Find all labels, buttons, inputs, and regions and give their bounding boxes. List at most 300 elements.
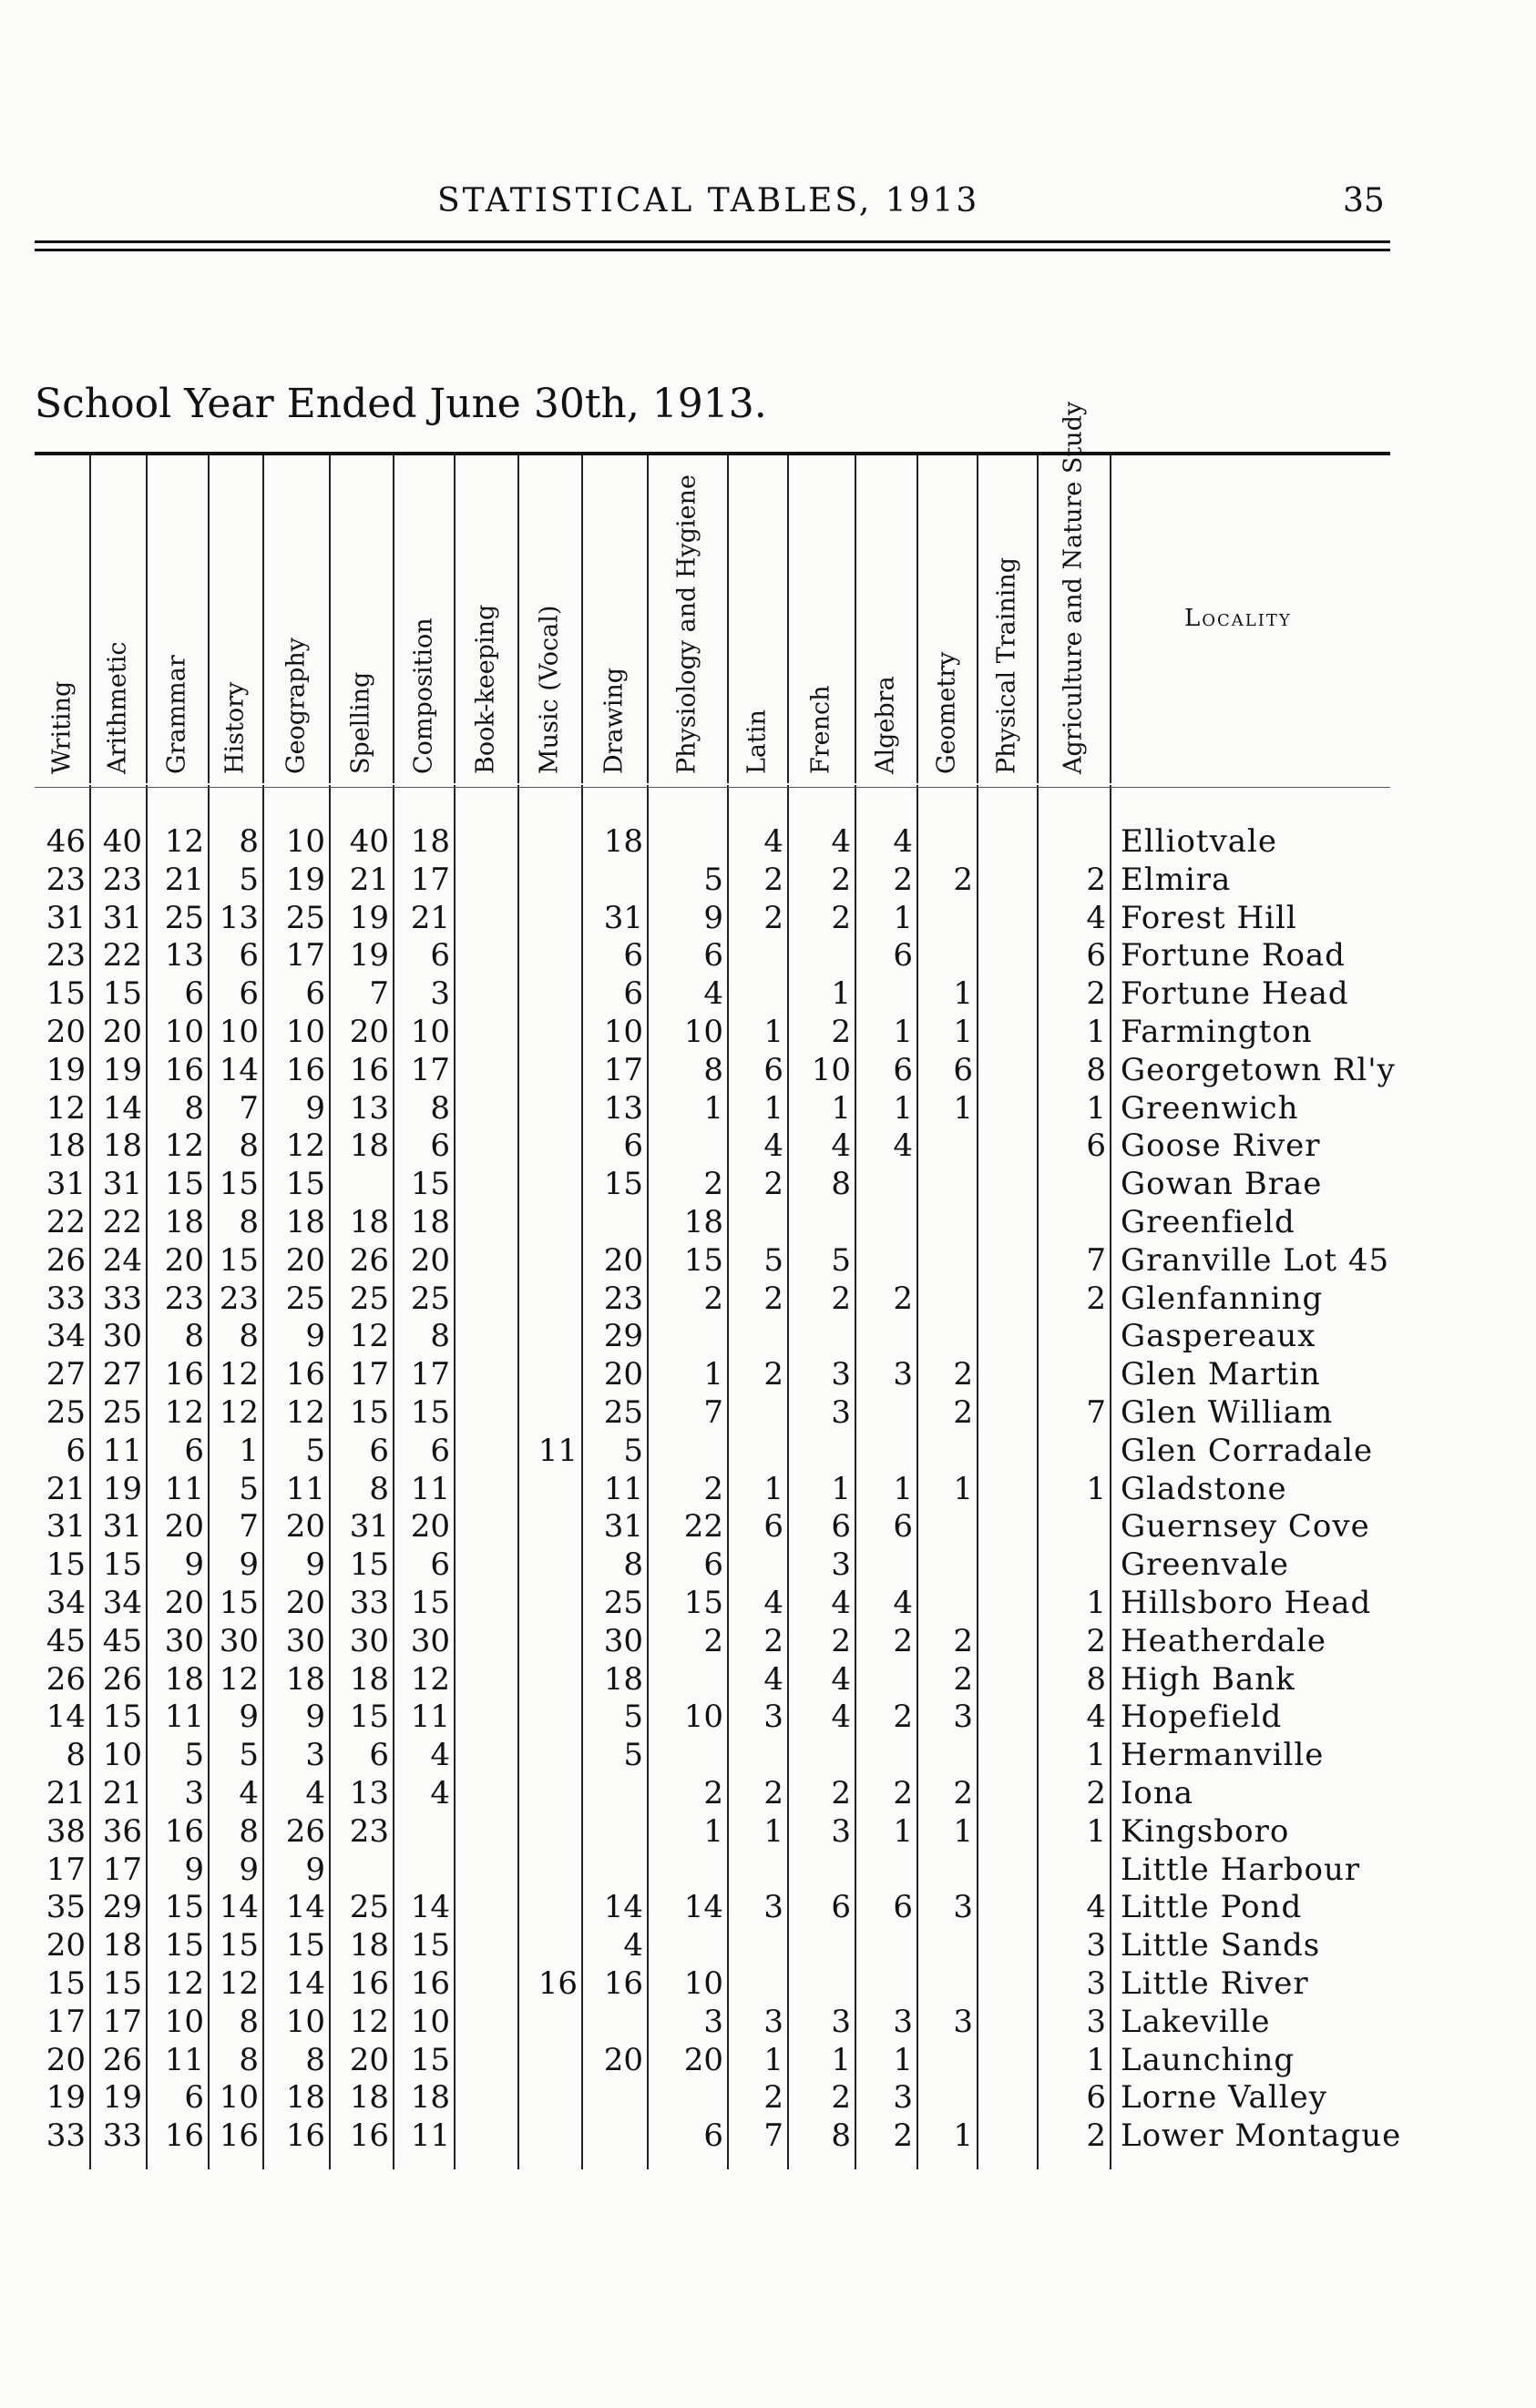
locality-name: Elliotvale xyxy=(1121,823,1278,860)
table-cell: 23 xyxy=(46,937,86,974)
table-cell: 2 xyxy=(763,1622,783,1659)
table-cell: 6 xyxy=(831,1508,851,1546)
table-cell: 6 xyxy=(763,1508,783,1546)
table-cell: 14 xyxy=(46,1699,86,1736)
table-cell: 5 xyxy=(184,1737,204,1774)
table-cell: 16 xyxy=(285,2117,325,2155)
table-cell: 6 xyxy=(1086,1127,1106,1165)
locality-name: High Bank xyxy=(1121,1660,1295,1698)
table-cell: 12 xyxy=(285,1127,325,1165)
table-row xyxy=(35,900,1401,938)
table-cell: 25 xyxy=(285,899,325,936)
table-cell: 6 xyxy=(239,937,259,974)
table-cell: 9 xyxy=(239,1699,259,1736)
table-cell: 20 xyxy=(46,1014,86,1050)
table-cell: 1 xyxy=(953,1089,973,1127)
column-header xyxy=(787,464,855,774)
table-cell: 15 xyxy=(164,1166,204,1203)
table-cell: 17 xyxy=(285,937,325,974)
table-cell: 3 xyxy=(893,1356,913,1393)
table-cell: 9 xyxy=(305,1851,325,1888)
table-cell: 10 xyxy=(410,1014,450,1050)
table-cell: 6 xyxy=(430,1546,450,1584)
table-row xyxy=(35,1052,1401,1090)
table-cell: 6 xyxy=(66,1432,86,1469)
locality-name: Hermanville xyxy=(1121,1737,1325,1774)
table-row xyxy=(35,1471,1401,1509)
locality-column-header: Locality xyxy=(1184,605,1292,632)
table-cell: 18 xyxy=(410,2079,450,2117)
table-cell: 1 xyxy=(1086,1585,1106,1621)
table-cell: 20 xyxy=(102,1014,142,1050)
table-cell: 5 xyxy=(763,1241,783,1279)
table-cell: 7 xyxy=(369,975,389,1013)
table-cell: 18 xyxy=(683,1204,723,1240)
table-cell: 25 xyxy=(410,1280,450,1317)
column-header-label: Grammar xyxy=(162,655,191,774)
table-cell: 4 xyxy=(1086,899,1106,936)
table-cell: 1 xyxy=(831,2041,851,2078)
column-header xyxy=(208,464,262,774)
table-cell: 25 xyxy=(603,1585,643,1621)
table-cell: 8 xyxy=(239,823,259,860)
table-cell: 33 xyxy=(349,1585,389,1621)
table-row xyxy=(35,1318,1401,1356)
table-cell: 17 xyxy=(410,861,450,898)
column-header xyxy=(262,464,329,774)
table-cell: 27 xyxy=(102,1356,142,1393)
table-cell: 4 xyxy=(1086,1889,1106,1926)
table-cell: 2 xyxy=(703,1470,723,1507)
table-cell: 19 xyxy=(102,2079,142,2117)
table-cell: 26 xyxy=(285,1812,325,1850)
table-cell: 2 xyxy=(703,1166,723,1203)
table-cell: 1 xyxy=(893,1812,913,1850)
table-cell: 6 xyxy=(1086,2079,1106,2117)
table-cell: 10 xyxy=(285,1014,325,1050)
locality-name: Glenfanning xyxy=(1121,1280,1324,1317)
table-cell: 12 xyxy=(349,1318,389,1355)
locality-name: Launching xyxy=(1121,2041,1295,2078)
table-cell: 16 xyxy=(410,1965,450,2002)
table-cell: 22 xyxy=(46,1204,86,1240)
table-cell: 5 xyxy=(305,1432,325,1469)
table-cell: 27 xyxy=(46,1356,86,1393)
table-cell: 7 xyxy=(239,1508,259,1546)
table-cell: 17 xyxy=(102,1851,142,1888)
table-cell: 16 xyxy=(349,1051,389,1088)
table-row xyxy=(35,862,1401,900)
table-cell: 9 xyxy=(305,1318,325,1355)
table-cell: 6 xyxy=(893,937,913,974)
table-cell: 1 xyxy=(893,899,913,936)
table-cell: 26 xyxy=(46,1241,86,1279)
table-cell: 23 xyxy=(603,1280,643,1317)
table-cell: 8 xyxy=(184,1089,204,1127)
table-cell: 12 xyxy=(410,1660,450,1698)
column-header-label: Algebra xyxy=(871,676,900,774)
table-cell: 8 xyxy=(239,1812,259,1850)
table-cell: 2 xyxy=(953,1356,973,1393)
table-cell: 2 xyxy=(703,1622,723,1659)
table-cell: 2 xyxy=(953,1660,973,1698)
table-cell: 18 xyxy=(285,1660,325,1698)
table-cell: 1 xyxy=(893,1014,913,1050)
table-row xyxy=(35,1508,1401,1546)
table-cell: 21 xyxy=(102,1775,142,1811)
table-cell: 31 xyxy=(102,1508,142,1546)
column-header xyxy=(89,464,146,774)
table-cell: 18 xyxy=(285,2079,325,2117)
column-header-label: Composition xyxy=(409,617,437,774)
column-header-label: Writing xyxy=(47,680,77,774)
table-cell: 1 xyxy=(893,1089,913,1127)
table-cell: 23 xyxy=(102,861,142,898)
table-cell: 1 xyxy=(1086,1470,1106,1507)
table-row xyxy=(35,1546,1401,1585)
table-cell: 15 xyxy=(102,1699,142,1736)
column-header xyxy=(1037,401,1110,774)
table-cell: 16 xyxy=(538,1965,578,2002)
table-cell: 18 xyxy=(410,823,450,860)
table-cell: 1 xyxy=(703,1089,723,1127)
table-cell: 7 xyxy=(239,1089,259,1127)
table-cell: 26 xyxy=(102,1660,142,1698)
table-row xyxy=(35,1661,1401,1699)
locality-name: Glen William xyxy=(1121,1394,1334,1431)
table-row xyxy=(35,1166,1401,1204)
table-cell: 15 xyxy=(46,1546,86,1584)
table-row xyxy=(35,1699,1401,1737)
table-cell: 4 xyxy=(831,1699,851,1736)
table-cell: 2 xyxy=(831,1622,851,1659)
table-row xyxy=(35,1889,1401,1927)
table-cell: 2 xyxy=(763,899,783,936)
table-row xyxy=(35,1356,1401,1394)
table-cell: 1 xyxy=(763,2041,783,2078)
table-cell: 21 xyxy=(349,861,389,898)
table-cell: 17 xyxy=(46,1851,86,1888)
table-cell: 6 xyxy=(703,937,723,974)
table-cell: 2 xyxy=(831,2079,851,2117)
table-cell: 1 xyxy=(831,975,851,1013)
column-header-label: Geography xyxy=(282,637,310,774)
table-cell: 21 xyxy=(46,1775,86,1811)
table-cell: 40 xyxy=(349,823,389,860)
locality-name: Fortune Road xyxy=(1121,937,1346,974)
table-cell: 13 xyxy=(219,899,259,936)
table-cell: 19 xyxy=(102,1470,142,1507)
column-header-label: Drawing xyxy=(599,667,629,774)
table-cell: 10 xyxy=(219,2079,259,2117)
table-cell: 3 xyxy=(305,1737,325,1774)
locality-name: Forest Hill xyxy=(1121,899,1297,936)
table-cell: 15 xyxy=(410,2041,450,2078)
table-cell: 12 xyxy=(219,1660,259,1698)
table-cell: 13 xyxy=(349,1089,389,1127)
table-cell: 20 xyxy=(285,1585,325,1621)
table-cell: 8 xyxy=(66,1737,86,1774)
table-cell: 3 xyxy=(763,2003,783,2040)
table-cell: 34 xyxy=(102,1585,142,1621)
table-cell: 2 xyxy=(763,1280,783,1317)
table-cell: 24 xyxy=(102,1241,142,1279)
table-cell: 7 xyxy=(1086,1241,1106,1279)
table-cell: 18 xyxy=(349,1204,389,1240)
table-cell: 8 xyxy=(305,2041,325,2078)
table-cell: 2 xyxy=(831,899,851,936)
locality-name: Gowan Brae xyxy=(1121,1166,1323,1203)
table-cell: 3 xyxy=(763,1699,783,1736)
table-cell: 23 xyxy=(164,1280,204,1317)
table-cell: 18 xyxy=(603,1660,643,1698)
table-cell: 2 xyxy=(831,1014,851,1050)
table-cell: 3 xyxy=(953,1699,973,1736)
table-row xyxy=(35,1242,1401,1281)
table-cell: 16 xyxy=(285,1356,325,1393)
table-cell: 2 xyxy=(831,1775,851,1811)
table-cell: 7 xyxy=(763,2117,783,2155)
column-header xyxy=(647,464,727,774)
table-cell: 15 xyxy=(219,1166,259,1203)
table-cell: 14 xyxy=(683,1889,723,1926)
table-cell: 6 xyxy=(369,1432,389,1469)
table-cell: 4 xyxy=(430,1775,450,1811)
table-cell: 10 xyxy=(410,2003,450,2040)
table-cell: 4 xyxy=(831,823,851,860)
table-cell: 6 xyxy=(184,975,204,1013)
table-cell: 20 xyxy=(603,1356,643,1393)
table-cell: 15 xyxy=(46,975,86,1013)
table-cell: 4 xyxy=(763,1660,783,1698)
table-cell: 3 xyxy=(703,2003,723,2040)
table-row xyxy=(35,937,1401,975)
table-cell: 2 xyxy=(893,2117,913,2155)
table-cell: 10 xyxy=(285,2003,325,2040)
table-cell: 18 xyxy=(349,1127,389,1165)
table-cell: 6 xyxy=(831,1889,851,1926)
table-cell: 34 xyxy=(46,1318,86,1355)
locality-name: Greenfield xyxy=(1121,1204,1295,1240)
table-cell: 2 xyxy=(763,1356,783,1393)
locality-name: Granville Lot 45 xyxy=(1121,1241,1390,1279)
table-cell: 20 xyxy=(410,1241,450,1279)
table-cell: 15 xyxy=(603,1166,643,1203)
column-header xyxy=(581,464,647,774)
locality-name: Little Harbour xyxy=(1121,1851,1361,1888)
table-cell: 12 xyxy=(219,1394,259,1431)
locality-name: Heatherdale xyxy=(1121,1622,1327,1659)
table-cell: 8 xyxy=(1086,1660,1106,1698)
table-cell: 4 xyxy=(831,1127,851,1165)
table-cell: 31 xyxy=(603,899,643,936)
table-cell: 20 xyxy=(46,1927,86,1964)
table-cell: 45 xyxy=(102,1622,142,1659)
table-cell: 25 xyxy=(102,1394,142,1431)
column-header xyxy=(454,464,517,774)
table-cell: 2 xyxy=(703,1775,723,1811)
running-head xyxy=(0,182,1536,228)
table-cell: 4 xyxy=(893,1585,913,1621)
table-cell: 17 xyxy=(46,2003,86,2040)
table-cell: 10 xyxy=(683,1014,723,1050)
table-cell: 13 xyxy=(603,1089,643,1127)
table-cell: 20 xyxy=(603,1241,643,1279)
table-cell: 1 xyxy=(893,2041,913,2078)
table-cell: 21 xyxy=(164,861,204,898)
table-cell: 11 xyxy=(410,1470,450,1507)
table-cell: 9 xyxy=(305,1089,325,1127)
table-cell: 6 xyxy=(430,937,450,974)
table-cell: 6 xyxy=(623,975,643,1013)
table-cell: 19 xyxy=(46,2079,86,2117)
table-cell: 23 xyxy=(219,1280,259,1317)
table-cell: 5 xyxy=(239,1737,259,1774)
table-cell: 12 xyxy=(219,1965,259,2002)
table-cell: 16 xyxy=(603,1965,643,2002)
table-cell: 8 xyxy=(184,1318,204,1355)
table-cell: 5 xyxy=(703,861,723,898)
table-cell: 1 xyxy=(953,2117,973,2155)
table-subtitle: School Year Ended June 30th, 1913. xyxy=(35,381,767,427)
table-cell: 12 xyxy=(219,1356,259,1393)
table-cell: 2 xyxy=(763,861,783,898)
table-cell: 11 xyxy=(164,2041,204,2078)
table-cell: 4 xyxy=(831,1660,851,1698)
locality-name: Lorne Valley xyxy=(1121,2079,1327,2117)
table-cell: 23 xyxy=(46,861,86,898)
table-cell: 3 xyxy=(831,1812,851,1850)
table-cell: 30 xyxy=(164,1622,204,1659)
table-cell: 4 xyxy=(430,1737,450,1774)
table-cell: 8 xyxy=(831,1166,851,1203)
table-cell: 11 xyxy=(285,1470,325,1507)
table-cell: 15 xyxy=(102,1546,142,1584)
table-cell: 15 xyxy=(164,1889,204,1926)
table-cell: 2 xyxy=(1086,861,1106,898)
column-header xyxy=(329,464,393,774)
table-cell: 33 xyxy=(46,1280,86,1317)
table-cell: 6 xyxy=(703,1546,723,1584)
table-cell: 1 xyxy=(703,1812,723,1850)
table-cell: 21 xyxy=(410,899,450,936)
table-cell: 2 xyxy=(1086,975,1106,1013)
locality-name: Elmira xyxy=(1121,861,1232,898)
table-cell: 30 xyxy=(219,1622,259,1659)
table-cell: 4 xyxy=(893,823,913,860)
table-cell: 10 xyxy=(811,1051,851,1088)
table-cell: 15 xyxy=(285,1166,325,1203)
table-cell: 15 xyxy=(349,1699,389,1736)
table-cell: 8 xyxy=(239,2003,259,2040)
column-header xyxy=(35,464,89,774)
locality-name: Kingsboro xyxy=(1121,1812,1290,1850)
table-cell: 9 xyxy=(239,1546,259,1584)
table-cell: 31 xyxy=(46,1508,86,1546)
table-cell: 19 xyxy=(46,1051,86,1088)
table-cell: 46 xyxy=(46,823,86,860)
table-cell: 13 xyxy=(349,1775,389,1811)
table-cell: 3 xyxy=(831,2003,851,2040)
table-cell: 1 xyxy=(953,1014,973,1050)
table-row xyxy=(35,1394,1401,1433)
table-cell: 14 xyxy=(285,1889,325,1926)
table-cell: 2 xyxy=(1086,1280,1106,1317)
table-cell: 10 xyxy=(683,1965,723,2002)
table-cell: 1 xyxy=(831,1470,851,1507)
table-cell: 9 xyxy=(703,899,723,936)
table-cell: 6 xyxy=(623,937,643,974)
table-cell: 6 xyxy=(953,1051,973,1088)
table-row xyxy=(35,2004,1401,2042)
table-cell: 12 xyxy=(164,1965,204,2002)
table-cell: 2 xyxy=(953,861,973,898)
table-cell: 1 xyxy=(239,1432,259,1469)
table-cell: 1 xyxy=(953,975,973,1013)
table-cell: 6 xyxy=(305,975,325,1013)
table-cell: 17 xyxy=(410,1051,450,1088)
table-cell: 29 xyxy=(603,1318,643,1355)
table-cell: 29 xyxy=(102,1889,142,1926)
table-cell: 9 xyxy=(184,1546,204,1584)
locality-name: Little Pond xyxy=(1121,1889,1303,1926)
table-cell: 2 xyxy=(953,1775,973,1811)
table-cell: 10 xyxy=(219,1014,259,1050)
table-cell: 10 xyxy=(102,1737,142,1774)
column-header xyxy=(727,464,787,774)
table-cell: 16 xyxy=(164,1812,204,1850)
table-cell: 25 xyxy=(285,1280,325,1317)
table-cell: 26 xyxy=(349,1241,389,1279)
table-cell: 3 xyxy=(953,1889,973,1926)
table-cell: 2 xyxy=(763,2079,783,2117)
table-cell: 2 xyxy=(893,1622,913,1659)
table-cell: 8 xyxy=(369,1470,389,1507)
table-cell: 8 xyxy=(239,1127,259,1165)
table-row xyxy=(35,2042,1401,2080)
table-cell: 3 xyxy=(831,1394,851,1431)
locality-name: Guernsey Cove xyxy=(1121,1508,1370,1546)
table-cell: 20 xyxy=(603,2041,643,2078)
column-header-label: Spelling xyxy=(346,671,375,774)
table-cell: 2 xyxy=(893,1775,913,1811)
table-cell: 15 xyxy=(410,1166,450,1203)
table-cell: 15 xyxy=(164,1927,204,1964)
table-cell: 3 xyxy=(831,1356,851,1393)
table-cell: 14 xyxy=(285,1965,325,2002)
table-cell: 12 xyxy=(164,1127,204,1165)
table-cell: 4 xyxy=(623,1927,643,1964)
table-cell: 10 xyxy=(164,2003,204,2040)
table-cell: 14 xyxy=(102,1089,142,1127)
table-cell: 14 xyxy=(410,1889,450,1926)
table-cell: 5 xyxy=(831,1241,851,1279)
table-cell: 6 xyxy=(184,2079,204,2117)
table-cell: 20 xyxy=(46,2041,86,2078)
table-cell: 2 xyxy=(893,1699,913,1736)
table-cell: 3 xyxy=(893,2079,913,2117)
table-cell: 15 xyxy=(410,1585,450,1621)
table-cell: 16 xyxy=(164,1051,204,1088)
table-cell: 17 xyxy=(102,2003,142,2040)
column-header-label: Physiology and Hygiene xyxy=(672,474,701,774)
table-row xyxy=(35,1585,1401,1623)
table-cell: 8 xyxy=(430,1089,450,1127)
table-cell: 6 xyxy=(763,1051,783,1088)
table-row xyxy=(35,1014,1401,1052)
table-cell: 18 xyxy=(164,1204,204,1240)
table-cell: 6 xyxy=(430,1127,450,1165)
